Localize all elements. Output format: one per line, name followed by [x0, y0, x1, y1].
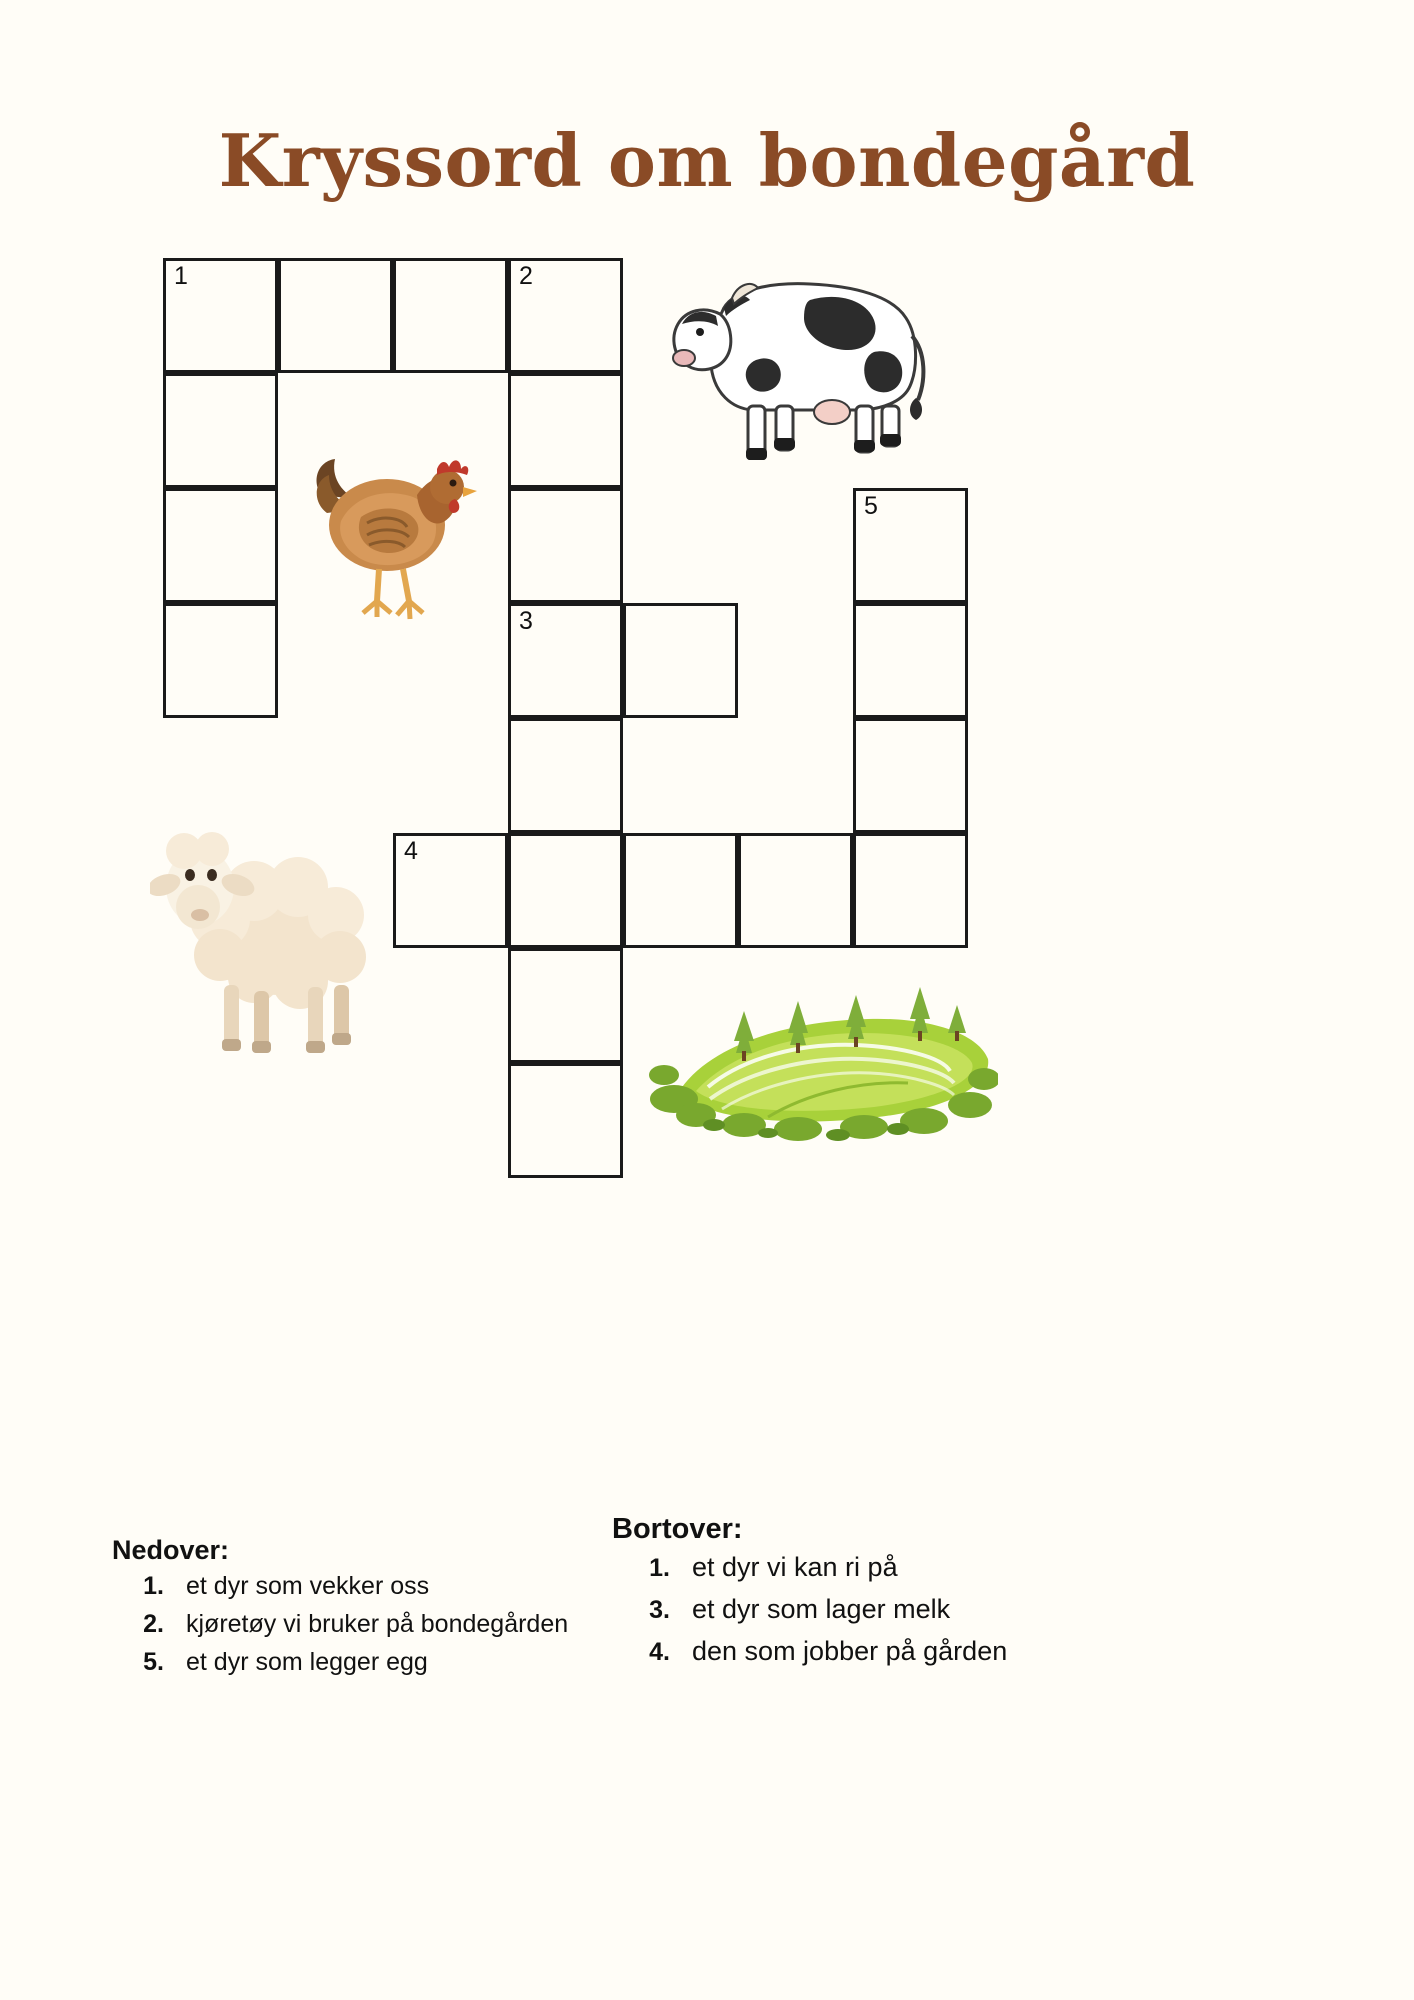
clue-number: 2.: [143, 1610, 164, 1638]
cell-number: 2: [519, 262, 533, 290]
clue-item: [612, 1636, 1007, 1667]
crossword-cell[interactable]: [508, 603, 623, 718]
crossword-cell[interactable]: [508, 948, 623, 1063]
clues-down-heading: Nedover:: [112, 1535, 230, 1565]
crossword-cell[interactable]: [508, 833, 623, 948]
crossword-cell[interactable]: [163, 603, 278, 718]
crossword-cell[interactable]: [393, 833, 508, 948]
clues-across-heading: Bortover:: [612, 1513, 743, 1545]
crossword-cell[interactable]: [163, 488, 278, 603]
cell-number: 1: [174, 262, 188, 290]
cow-illustration: [660, 240, 940, 460]
crossword-cell[interactable]: [738, 833, 853, 948]
clue-text: et dyr som vekker oss: [186, 1572, 430, 1600]
crossword-cell[interactable]: [508, 373, 623, 488]
crossword-cell[interactable]: [853, 833, 968, 948]
clue-text: den som jobber på gården: [692, 1636, 1008, 1666]
clues-down: [112, 1535, 568, 1686]
clue-item: [612, 1552, 1007, 1583]
crossword-cell[interactable]: [508, 718, 623, 833]
clue-text: et dyr vi kan ri på: [692, 1552, 898, 1582]
crossword-cell[interactable]: [623, 603, 738, 718]
hen-illustration: [305, 425, 480, 635]
clue-text: kjøretøy vi bruker på bondegården: [186, 1610, 569, 1638]
cell-number: 4: [404, 837, 418, 865]
clue-number: 1.: [143, 1572, 164, 1600]
crossword-cell[interactable]: [508, 1063, 623, 1178]
sheep-illustration: [150, 815, 370, 1065]
crossword-cell[interactable]: [163, 258, 278, 373]
crossword-cell[interactable]: [853, 603, 968, 718]
crossword-cell[interactable]: [278, 258, 393, 373]
crossword-cell[interactable]: [393, 258, 508, 373]
cell-number: 5: [864, 492, 878, 520]
clue-item: [612, 1594, 1007, 1625]
clue-item: [112, 1572, 568, 1601]
crossword-cell[interactable]: [508, 258, 623, 373]
crossword-cell[interactable]: [163, 373, 278, 488]
crossword-cell[interactable]: [853, 718, 968, 833]
clue-item: [112, 1648, 568, 1677]
clue-number: 1.: [649, 1554, 670, 1582]
page-title: Kryssord om bondegård: [218, 118, 1196, 203]
clues-across: [612, 1513, 1007, 1678]
clue-text: et dyr som legger egg: [186, 1648, 428, 1676]
crossword-cell[interactable]: [508, 488, 623, 603]
clue-item: [112, 1610, 568, 1639]
clue-number: 5.: [143, 1648, 164, 1676]
clue-text: et dyr som lager melk: [692, 1594, 951, 1624]
cell-number: 3: [519, 607, 533, 635]
clue-number: 4.: [649, 1638, 670, 1666]
crossword-cell[interactable]: [853, 488, 968, 603]
clue-number: 3.: [649, 1596, 670, 1624]
field-illustration: [648, 975, 998, 1150]
crossword-cell[interactable]: [623, 833, 738, 948]
